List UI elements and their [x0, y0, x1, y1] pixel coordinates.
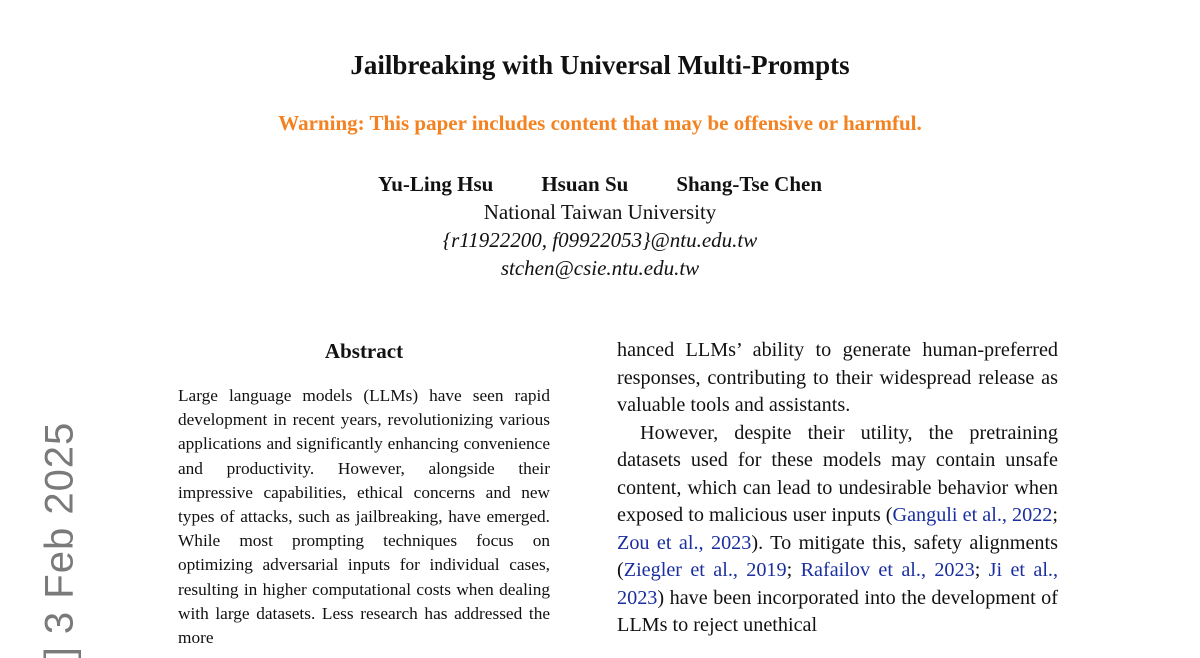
author-name: Hsuan Su [541, 172, 629, 196]
content-warning: Warning: This paper includes content that may be offensive or harmful. [278, 111, 922, 135]
paragraph: hanced LLMs’ ability to generate human-preferred responses, contributing to their widespread release as valuable tools and assistants. [617, 339, 1058, 416]
author-name: Shang-Tse Chen [676, 172, 823, 196]
introduction-column [617, 337, 1058, 640]
paragraph [617, 420, 1058, 640]
citation-link[interactable]: Zou et al., 2023 [617, 531, 752, 554]
author-list [0, 170, 1200, 198]
citation-link[interactable]: Rafailov et al., 2023 [800, 559, 975, 581]
paragraph-text: ). To mitigate this, safety alignments ( [617, 531, 1058, 581]
author-email: {r11922200, f09922053}@ntu.edu.tw [442, 228, 758, 252]
citation-separator: ; [1052, 504, 1058, 526]
citation-link[interactable]: Ganguli et al., 2022 [892, 504, 1053, 526]
paragraph-text: ) have been incorporated into the development of LLMs to reject unethical [617, 586, 1058, 636]
paper-title: Jailbreaking with Universal Multi-Prompts [350, 50, 850, 80]
abstract-heading: Abstract [324, 339, 404, 363]
author-name: Yu-Ling Hsu [377, 172, 494, 196]
abstract-body: Large language models (LLMs) have seen rapid development in recent years, revolutionizing various applications and significantly enhancing convenience and productivity. However, alongside their impressive capabilities, ethical concerns and new types of attacks, such as jailbreaking, have emerged. While most prompting techniques focus on optimizing adversarial inputs for individual cases, resulting in higher computational costs when dealing with large datasets. Less research has addressed the more [178, 386, 550, 648]
paragraph-text: However, despite their utility, the pretraining datasets used for these models may contain unsafe content, which can lead to undesirable behavior when exposed to malicious user inputs ( [617, 421, 1058, 526]
affiliation: National Taiwan University [483, 200, 717, 224]
arxiv-stamp-text: ] 3 Feb 2025 [37, 421, 82, 658]
author-email: stchen@csie.ntu.edu.tw [500, 256, 700, 280]
citation-link[interactable]: Ziegler et al., 2019 [623, 559, 787, 581]
citation-separator: ; [974, 559, 989, 581]
citation-link[interactable]: Ji et al., 2023 [617, 559, 1059, 609]
citation-separator: ; [786, 559, 801, 581]
